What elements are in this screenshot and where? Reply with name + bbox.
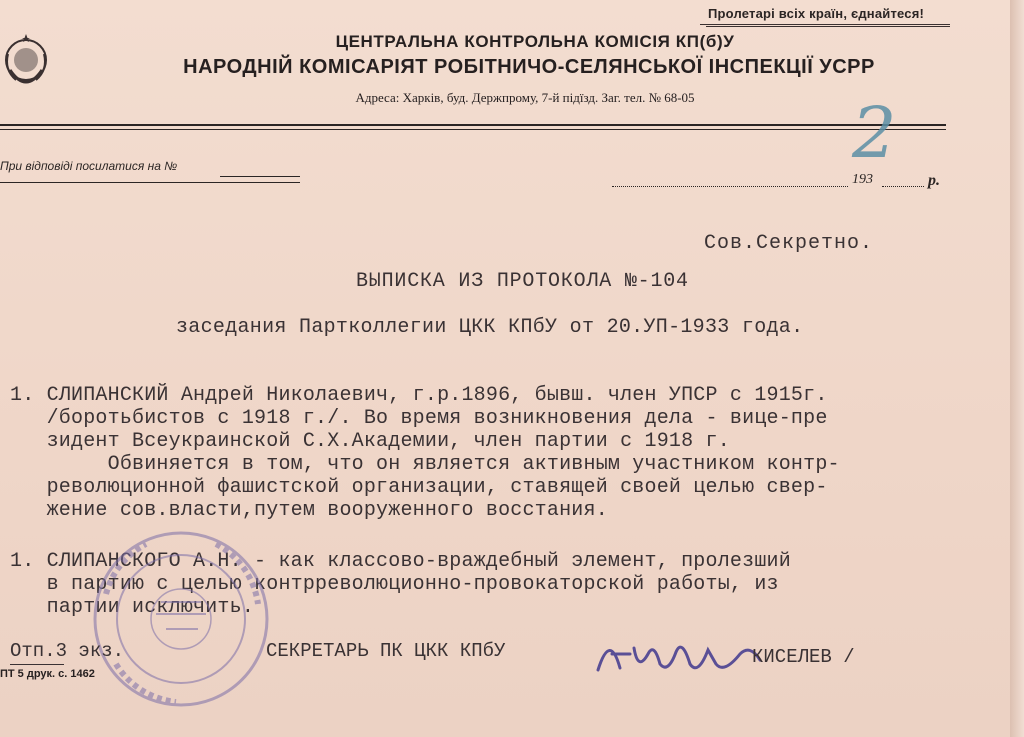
handwritten-page-number: 2: [852, 92, 897, 174]
letterhead-address: Адреса: Харків, буд. Держпрому, 7-й підїзд. Заг. тел. № 68-05: [355, 90, 695, 105]
print-shop-mark: ПТ 5 друк. с. 1462: [0, 668, 95, 680]
document-title: ВЫПИСКА ИЗ ПРОТОКОЛА №-104: [356, 270, 689, 293]
date-dotted-line-2: [882, 186, 924, 187]
slogan: Пролетарі всіх країн, єднайтеся!: [706, 4, 950, 27]
copies-note: Отп.3 экз.: [10, 640, 125, 662]
secretary-title: СЕКРЕТАРЬ ПК ЦКК КПбУ: [266, 640, 506, 662]
round-stamp-icon: [86, 524, 276, 714]
reply-reference-label: При відповіді посилатися на №: [0, 159, 178, 173]
header-rule-thin: [0, 129, 946, 130]
reply-reference-line: [220, 176, 300, 177]
paragraph-resolution: 1. СЛИПАНСКОГО А.Н. - как классово-враждебный элемент, пролезший в партию с целью контрреволюционно-провокаторской работы, из партии исключить.: [10, 550, 791, 619]
letterhead-commissariat: НАРОДНІЙ КОМІСАРІЯТ РОБІТНИЧО-СЕЛЯНСЬКОЇ ІНСПЕКЦІЇ УСРР: [183, 56, 875, 78]
slogan-underline: [700, 24, 950, 25]
paragraph-charges: 1. СЛИПАНСКИЙ Андрей Николаевич, г.р.1896, бывш. член УПСР с 1915г. /боротьбистов с 1918 г./. Во время возникновения дела - вице-пре зидент Всеукраинской С.Х.Академии, член партии с 1918 г. Обвиняется в том, что он является активным участником контр- революционной фашистской организации, ставящей своей целью свер- жение сов.власти,путем вооруженного восстания.: [10, 384, 840, 522]
paper-edge: [1010, 0, 1024, 737]
copies-underline: [10, 664, 64, 665]
header-rule: [0, 124, 946, 126]
letterhead-commission: ЦЕНТРАЛЬНА КОНТРОЛЬНА КОМІСІЯ КП(б)У: [335, 32, 735, 51]
document-subtitle: заседания Партколлегии ЦКК КПбУ от 20.УП-1933 года.: [176, 316, 804, 339]
classification-mark: Сов.Секретно.: [704, 232, 874, 255]
date-year: 193: [852, 172, 873, 187]
reply-reference-underline: [0, 182, 300, 183]
date-suffix: р.: [928, 172, 940, 189]
secretary-surname: КИСЕЛЕВ /: [752, 646, 855, 668]
date-dotted-line: [612, 186, 848, 187]
